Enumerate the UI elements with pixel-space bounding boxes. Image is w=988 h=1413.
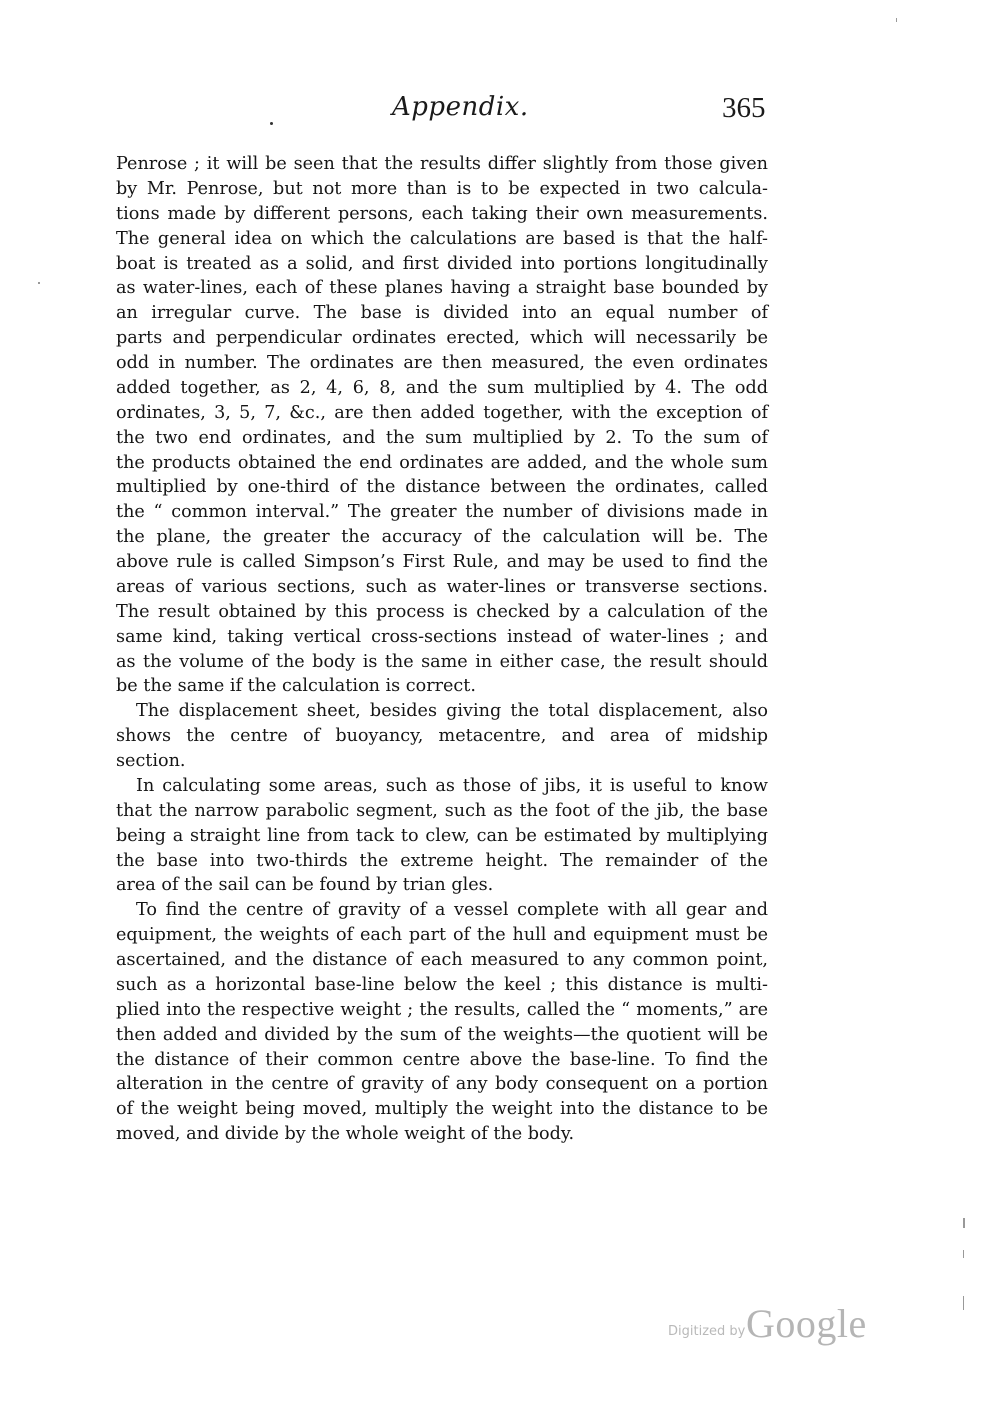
text-line: The displacement sheet, besides giving the total displacement, also <box>136 701 768 722</box>
paragraph <box>116 774 768 898</box>
text-line: by Mr. Penrose, but not more than is to be expected in two calcula- <box>116 178 768 199</box>
margin-speck <box>963 1250 964 1258</box>
text-line: ordinates, 3, 5, 7, &c., are then added together, with the exception of <box>116 402 768 423</box>
paragraph <box>116 699 768 774</box>
text-line: the plane, the greater the accuracy of the calculation will be. The <box>116 527 768 548</box>
text-line: the two end ordinates, and the sum multiplied by 2. To the sum of <box>116 427 768 448</box>
text-line: odd in number. The ordinates are then measured, the even ordinates <box>116 353 768 373</box>
text-line: boat is treated as a solid, and first divided into portions longitudinally <box>116 253 768 274</box>
text-line: area of the sail can be found by trian gles. <box>116 875 494 896</box>
page-number: 365 <box>722 92 766 124</box>
text-line: such as a horizontal base-line below the keel ; this distance is multi- <box>116 974 768 995</box>
stray-mark <box>270 122 273 125</box>
margin-speck <box>963 1296 964 1310</box>
text-line: as the volume of the body is the same in either case, the result should <box>116 651 768 672</box>
text-line: The general idea on which the calculations are based is that the half- <box>116 228 768 249</box>
text-line: added together, as 2, 4, 6, 8, and the sum multiplied by 4. The odd <box>116 377 768 398</box>
paragraph <box>116 898 768 1147</box>
text-line: section. <box>116 751 186 771</box>
text-line: tions made by different persons, each taking their own measurements. <box>116 203 768 224</box>
text-line: same kind, taking vertical cross-sections instead of water-lines ; and <box>116 626 768 647</box>
margin-speck <box>896 18 897 22</box>
text-line: Penrose ; it will be seen that the results differ slightly from those given <box>116 154 768 174</box>
text-line: the products obtained the end ordinates are added, and the whole sum <box>116 452 768 473</box>
text-line: areas of various sections, such as water-lines or transverse sections. <box>116 576 768 597</box>
text-line: the base into two-thirds the extreme height. The remainder of the <box>116 850 768 871</box>
running-head <box>0 92 988 136</box>
margin-speck <box>38 282 40 284</box>
text-line: that the narrow parabolic segment, such as the foot of the jib, the base <box>116 800 768 821</box>
text-line: the distance of their common centre above the base-line. To find the <box>116 1049 768 1070</box>
text-line: To find the centre of gravity of a vessel complete with all gear and <box>136 900 768 921</box>
text-line: In calculating some areas, such as those of jibs, it is useful to know <box>136 775 768 796</box>
text-line: of the weight being moved, multiply the weight into the distance to be <box>116 1099 768 1120</box>
text-line: moved, and divide by the whole weight of the body. <box>116 1124 575 1145</box>
digitized-watermark <box>668 1300 878 1350</box>
text-line: alteration in the centre of gravity of any body consequent on a portion <box>116 1074 768 1095</box>
watermark-prefix: Digitized by <box>668 1324 746 1339</box>
text-line: as water-lines, each of these planes having a straight base bounded by <box>116 278 768 299</box>
google-logo-text: Google <box>746 1301 867 1346</box>
text-line: being a straight line from tack to clew, can be estimated by multiplying <box>116 825 768 846</box>
text-line: plied into the respective weight ; the results, called the “ moments,” are <box>116 999 768 1020</box>
text-line: parts and perpendicular ordinates erected, which will necessarily be <box>116 328 768 349</box>
text-line: be the same if the calculation is correct. <box>116 676 476 697</box>
text-line: above rule is called Simpson’s First Rule, and may be used to find the <box>116 552 768 572</box>
text-line: then added and divided by the sum of the weights—the quotient will be <box>116 1024 768 1045</box>
running-head-title: Appendix. <box>392 92 529 122</box>
text-line: an irregular curve. The base is divided into an equal number of <box>116 303 768 324</box>
body-text <box>116 152 768 1147</box>
text-line: ascertained, and the distance of each measured to any common point, <box>116 950 768 970</box>
text-line: shows the centre of buoyancy, metacentre, and area of midship <box>116 726 768 747</box>
paragraph <box>116 152 768 699</box>
text-line: The result obtained by this process is checked by a calculation of the <box>116 601 768 622</box>
text-line: equipment, the weights of each part of the hull and equipment must be <box>116 925 768 946</box>
text-line: the “ common interval.” The greater the number of divisions made in <box>116 502 768 523</box>
text-line: multiplied by one-third of the distance between the ordinates, called <box>116 477 768 498</box>
margin-speck <box>963 1218 965 1228</box>
